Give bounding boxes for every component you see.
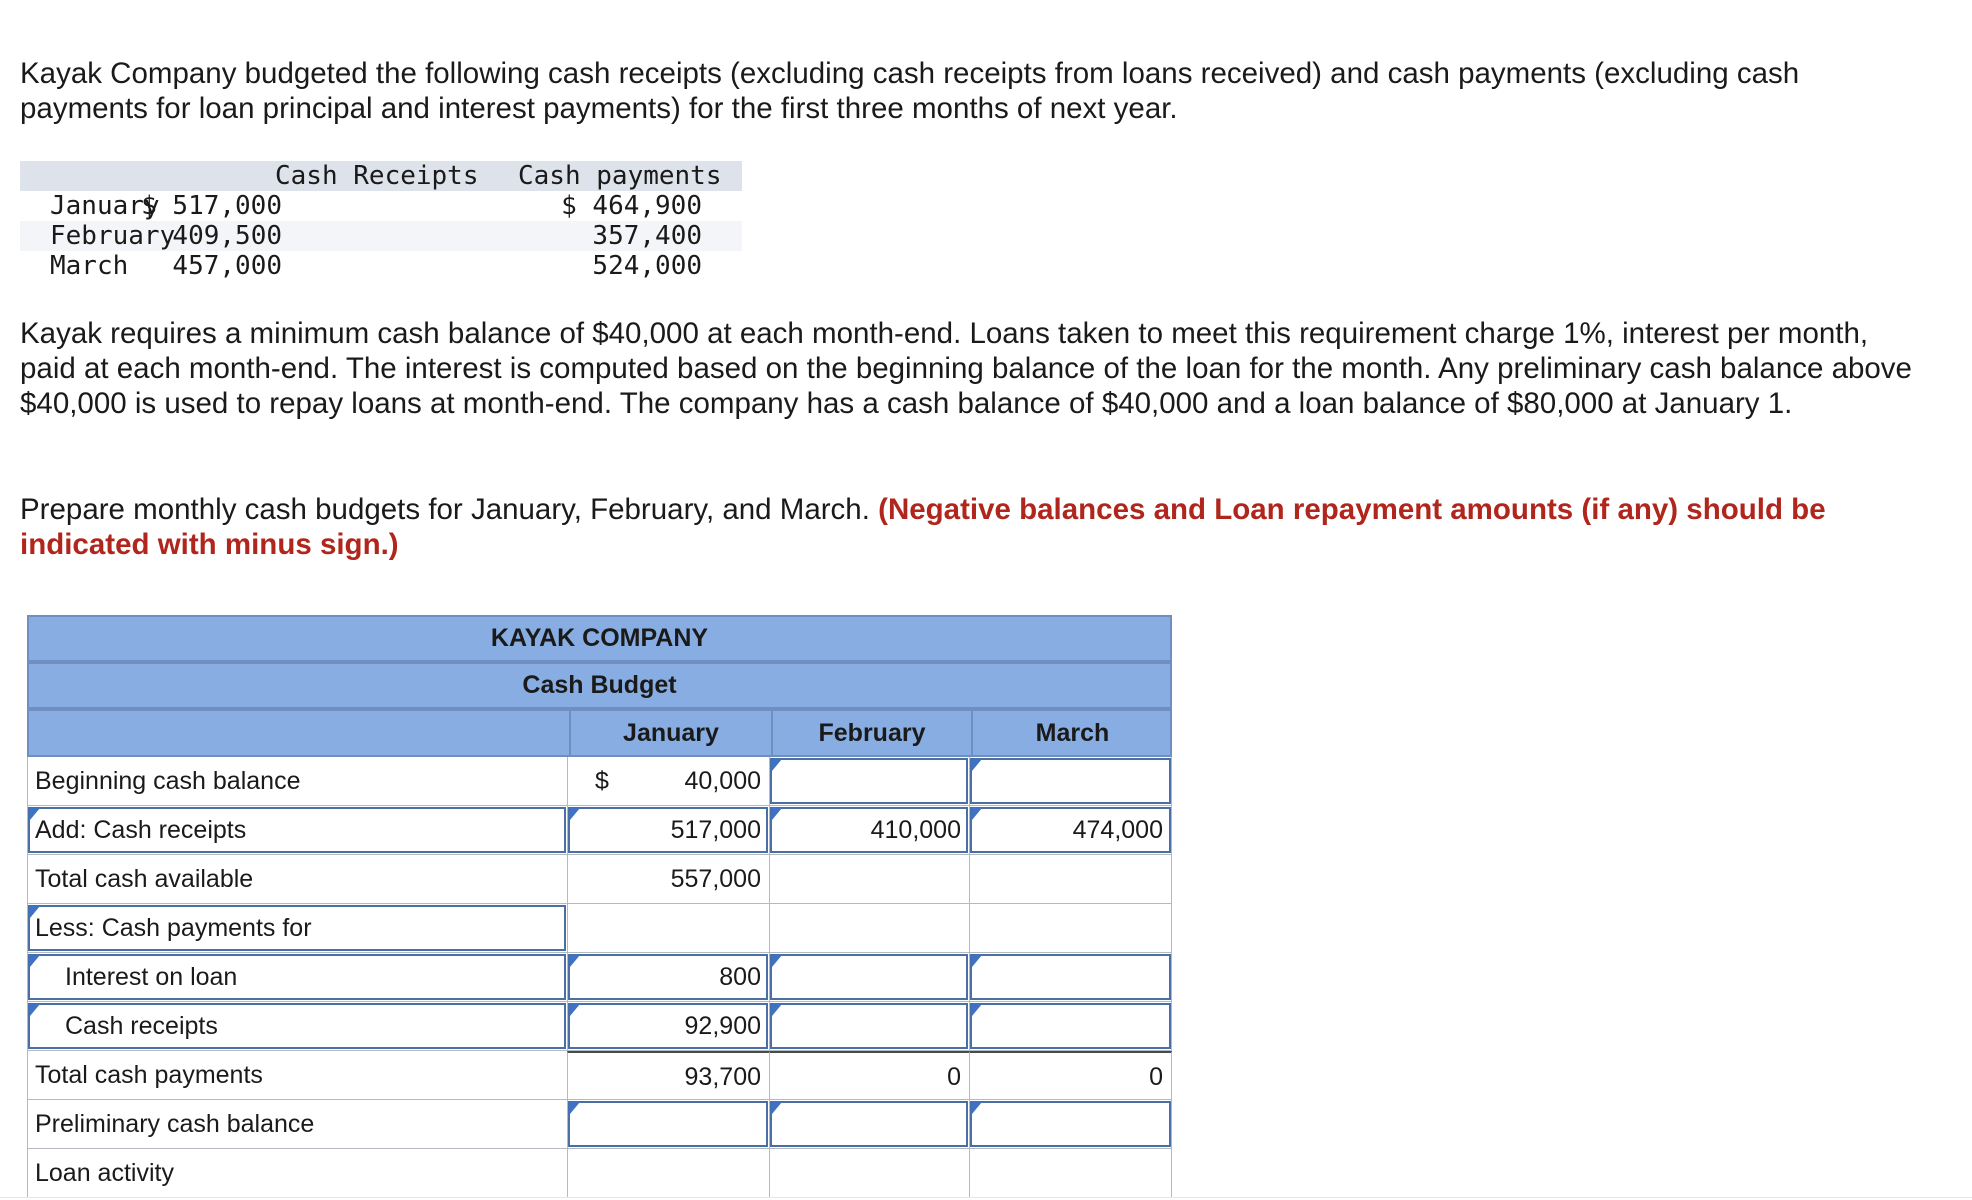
feb-beginning-input[interactable]: [769, 757, 969, 805]
payments-value: 524,000: [592, 251, 702, 281]
jan-empty: [567, 904, 769, 952]
feb-empty: [769, 904, 969, 952]
mar-empty: [969, 904, 1172, 952]
jan-cash-receipts-input[interactable]: 92,900: [567, 1002, 769, 1050]
row-cash-receipts-payment: [27, 1002, 1172, 1051]
currency-symbol: $: [595, 767, 609, 795]
row-total-cash-payments: [27, 1051, 1172, 1100]
prepare-paragraph: [20, 492, 1920, 562]
mar-interest-input[interactable]: [969, 953, 1172, 1001]
given-cash-table: [20, 161, 742, 281]
month-label: February: [50, 221, 176, 251]
jan-preliminary-input[interactable]: [567, 1100, 769, 1148]
payments-value: 357,400: [592, 221, 702, 251]
payments-value: $ 464,900: [561, 191, 702, 221]
row-label: Total cash payments: [27, 1051, 567, 1099]
jan-total-payments-value: 93,700: [567, 1051, 769, 1099]
receipts-value: 409,500: [172, 221, 282, 251]
row-label: Total cash available: [27, 855, 567, 903]
receipts-value: $ 517,000: [141, 191, 282, 221]
mar-preliminary-input[interactable]: [969, 1100, 1172, 1148]
jan-empty: [567, 1149, 769, 1197]
column-february: February: [771, 711, 971, 755]
budget-title: Cash Budget: [27, 662, 1172, 709]
column-january: January: [569, 711, 771, 755]
feb-total-payments-value: 0: [769, 1051, 969, 1099]
row-interest-on-loan: [27, 953, 1172, 1002]
jan-available-value: 557,000: [567, 855, 769, 903]
row-loan-activity: [27, 1149, 1172, 1198]
instruction-text: (Negative balances and Loan repayment amounts (if any) should be indicated with minus sign.): [20, 493, 1826, 561]
row-preliminary-cash-balance: [27, 1100, 1172, 1149]
row-add-cash-receipts: [27, 806, 1172, 855]
row-label: Preliminary cash balance: [27, 1100, 567, 1148]
interest-label-select[interactable]: Interest on loan: [27, 953, 567, 1001]
company-name: KAYAK COMPANY: [27, 615, 1172, 662]
column-header-row: [27, 709, 1172, 757]
cash-receipts-label-select[interactable]: Cash receipts: [27, 1002, 567, 1050]
month-label: January: [50, 191, 160, 221]
jan-interest-input[interactable]: 800: [567, 953, 769, 1001]
jan-beginning-value: [567, 757, 769, 805]
row-label: Beginning cash balance: [27, 757, 567, 805]
mar-empty: [969, 1149, 1172, 1197]
feb-available-value: [769, 855, 969, 903]
table-row: [20, 191, 742, 221]
table-row: [20, 251, 742, 281]
mar-cash-receipts-input[interactable]: [969, 1002, 1172, 1050]
month-label: March: [50, 251, 129, 281]
header-cash-payments: Cash payments: [518, 161, 722, 191]
given-table-header: [20, 161, 742, 191]
receipts-label-select[interactable]: Add: Cash receipts: [27, 806, 567, 854]
less-payments-label-select[interactable]: Less: Cash payments for: [27, 904, 567, 952]
row-total-cash-available: [27, 855, 1172, 904]
jan-receipts-input[interactable]: 517,000: [567, 806, 769, 854]
cash-budget-worksheet: [27, 615, 1172, 1187]
header-cash-receipts: Cash Receipts: [275, 161, 479, 191]
footer-divider: [0, 1197, 1972, 1198]
row-less-cash-payments: [27, 904, 1172, 953]
feb-interest-input[interactable]: [769, 953, 969, 1001]
mar-beginning-input[interactable]: [969, 757, 1172, 805]
prepare-text: Prepare monthly cash budgets for January, February, and March.: [20, 493, 870, 526]
feb-cash-receipts-input[interactable]: [769, 1002, 969, 1050]
requirements-paragraph: Kayak requires a minimum cash balance of $40,000 at each month-end. Loans taken to meet this requirement charge 1%, interest per month, paid at each month-end. The interest is computed based on the beginning balance of the loan for the month. Any preliminary cash balance above $40,000 is used to repay loans at month-end. The company has a cash balance of $40,000 and a loan balance of $80,000 at January 1.: [20, 317, 1912, 420]
row-beginning-cash: [27, 757, 1172, 806]
value-text: 40,000: [684, 767, 761, 795]
mar-receipts-input[interactable]: 474,000: [969, 806, 1172, 854]
row-label: Loan activity: [27, 1149, 567, 1197]
mar-total-payments-value: 0: [969, 1051, 1172, 1099]
feb-receipts-input[interactable]: 410,000: [769, 806, 969, 854]
budget-rows: [27, 757, 1172, 1198]
feb-preliminary-input[interactable]: [769, 1100, 969, 1148]
table-row: [20, 221, 742, 251]
intro-paragraph: Kayak Company budgeted the following cash receipts (excluding cash receipts from loans received) and cash payments (excluding cash payments for loan principal and interest payments) for the first three months of next year.: [20, 57, 1800, 125]
feb-empty: [769, 1149, 969, 1197]
column-march: March: [971, 711, 1172, 755]
mar-available-value: [969, 855, 1172, 903]
receipts-value: 457,000: [172, 251, 282, 281]
